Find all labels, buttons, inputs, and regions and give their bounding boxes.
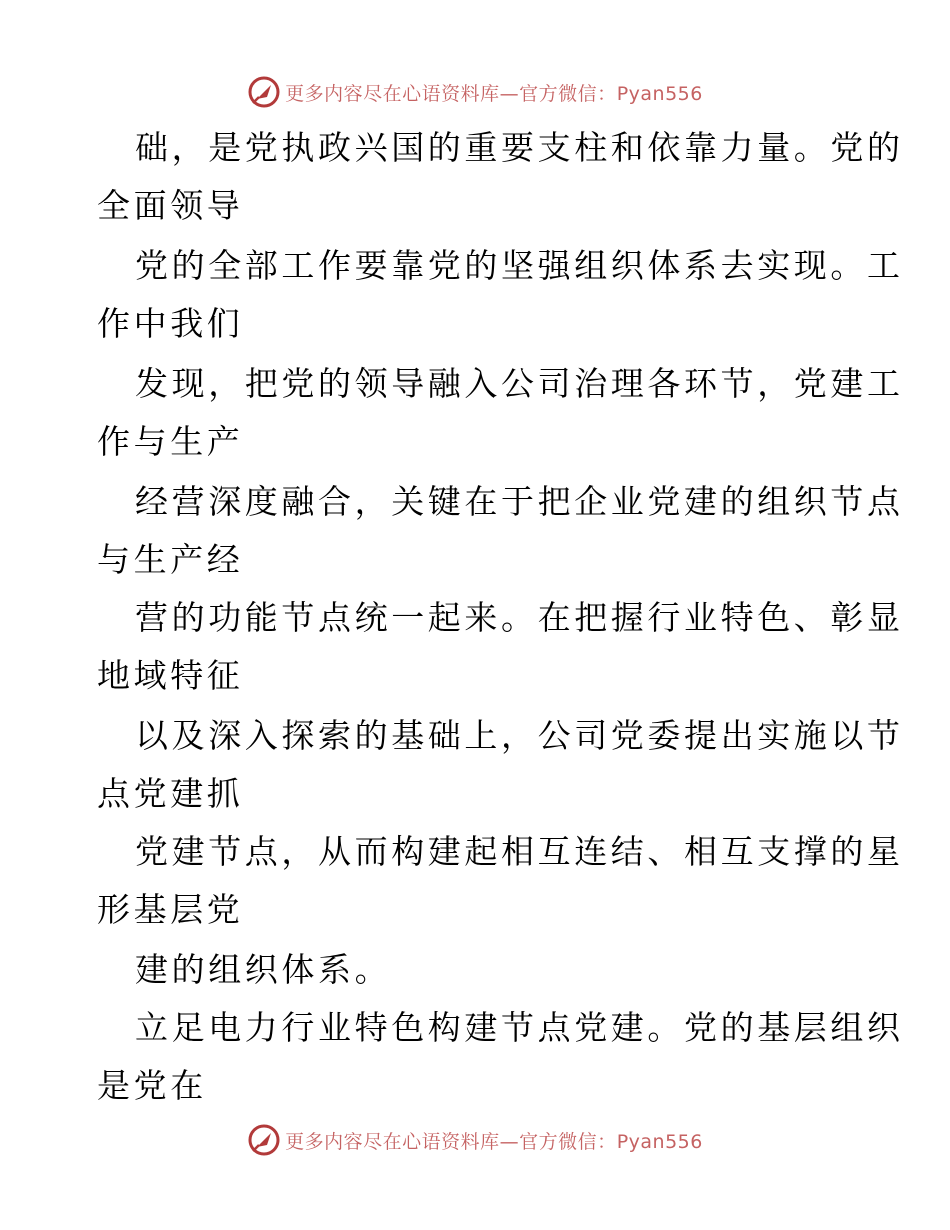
watermark-text <box>285 79 703 106</box>
body-line: 立足电力行业特色构建节点党建。党的基层组织 <box>135 1008 904 1047</box>
body-line: 建的组织体系。 <box>135 950 392 989</box>
body-line: 作中我们 <box>97 304 244 343</box>
quill-logo-icon <box>247 1123 281 1157</box>
body-line: 作与生产 <box>97 422 244 461</box>
body-line: 以及深入探索的基础上，公司党委提出实施以节 <box>135 716 904 755</box>
body-line: 地域特征 <box>97 656 244 695</box>
watermark-wechat-id: Pyan556 <box>616 1130 703 1153</box>
body-line: 础，是党执政兴国的重要支柱和依靠力量。党的 <box>135 128 904 167</box>
watermark-wechat-id: Pyan556 <box>616 82 703 105</box>
footer-watermark <box>0 1120 950 1160</box>
header-watermark <box>0 72 950 112</box>
watermark-library: 更多内容尽在心语资料库 <box>285 82 500 105</box>
body-line: 营的功能节点统一起来。在把握行业特色、彰显 <box>135 598 904 637</box>
body-line: 点党建抓 <box>97 774 244 813</box>
quill-logo-icon <box>247 75 281 109</box>
body-line: 发现，把党的领导融入公司治理各环节，党建工 <box>135 364 904 403</box>
watermark-official-label: 官方微信： <box>519 1130 617 1153</box>
body-line: 党的全部工作要靠党的坚强组织体系去实现。工 <box>135 246 904 285</box>
watermark-library: 更多内容尽在心语资料库 <box>285 1130 500 1153</box>
watermark-separator: — <box>499 1130 520 1153</box>
body-line: 全面领导 <box>97 186 244 225</box>
body-line: 党建节点，从而构建起相互连结、相互支撑的星 <box>135 832 904 871</box>
body-line: 是党在 <box>97 1066 207 1105</box>
watermark-separator: — <box>499 82 520 105</box>
watermark-official-label: 官方微信： <box>519 82 617 105</box>
body-line: 与生产经 <box>97 540 244 579</box>
body-line: 形基层党 <box>97 890 244 929</box>
body-line: 经营深度融合，关键在于把企业党建的组织节点 <box>135 482 904 521</box>
watermark-text <box>285 1127 703 1154</box>
